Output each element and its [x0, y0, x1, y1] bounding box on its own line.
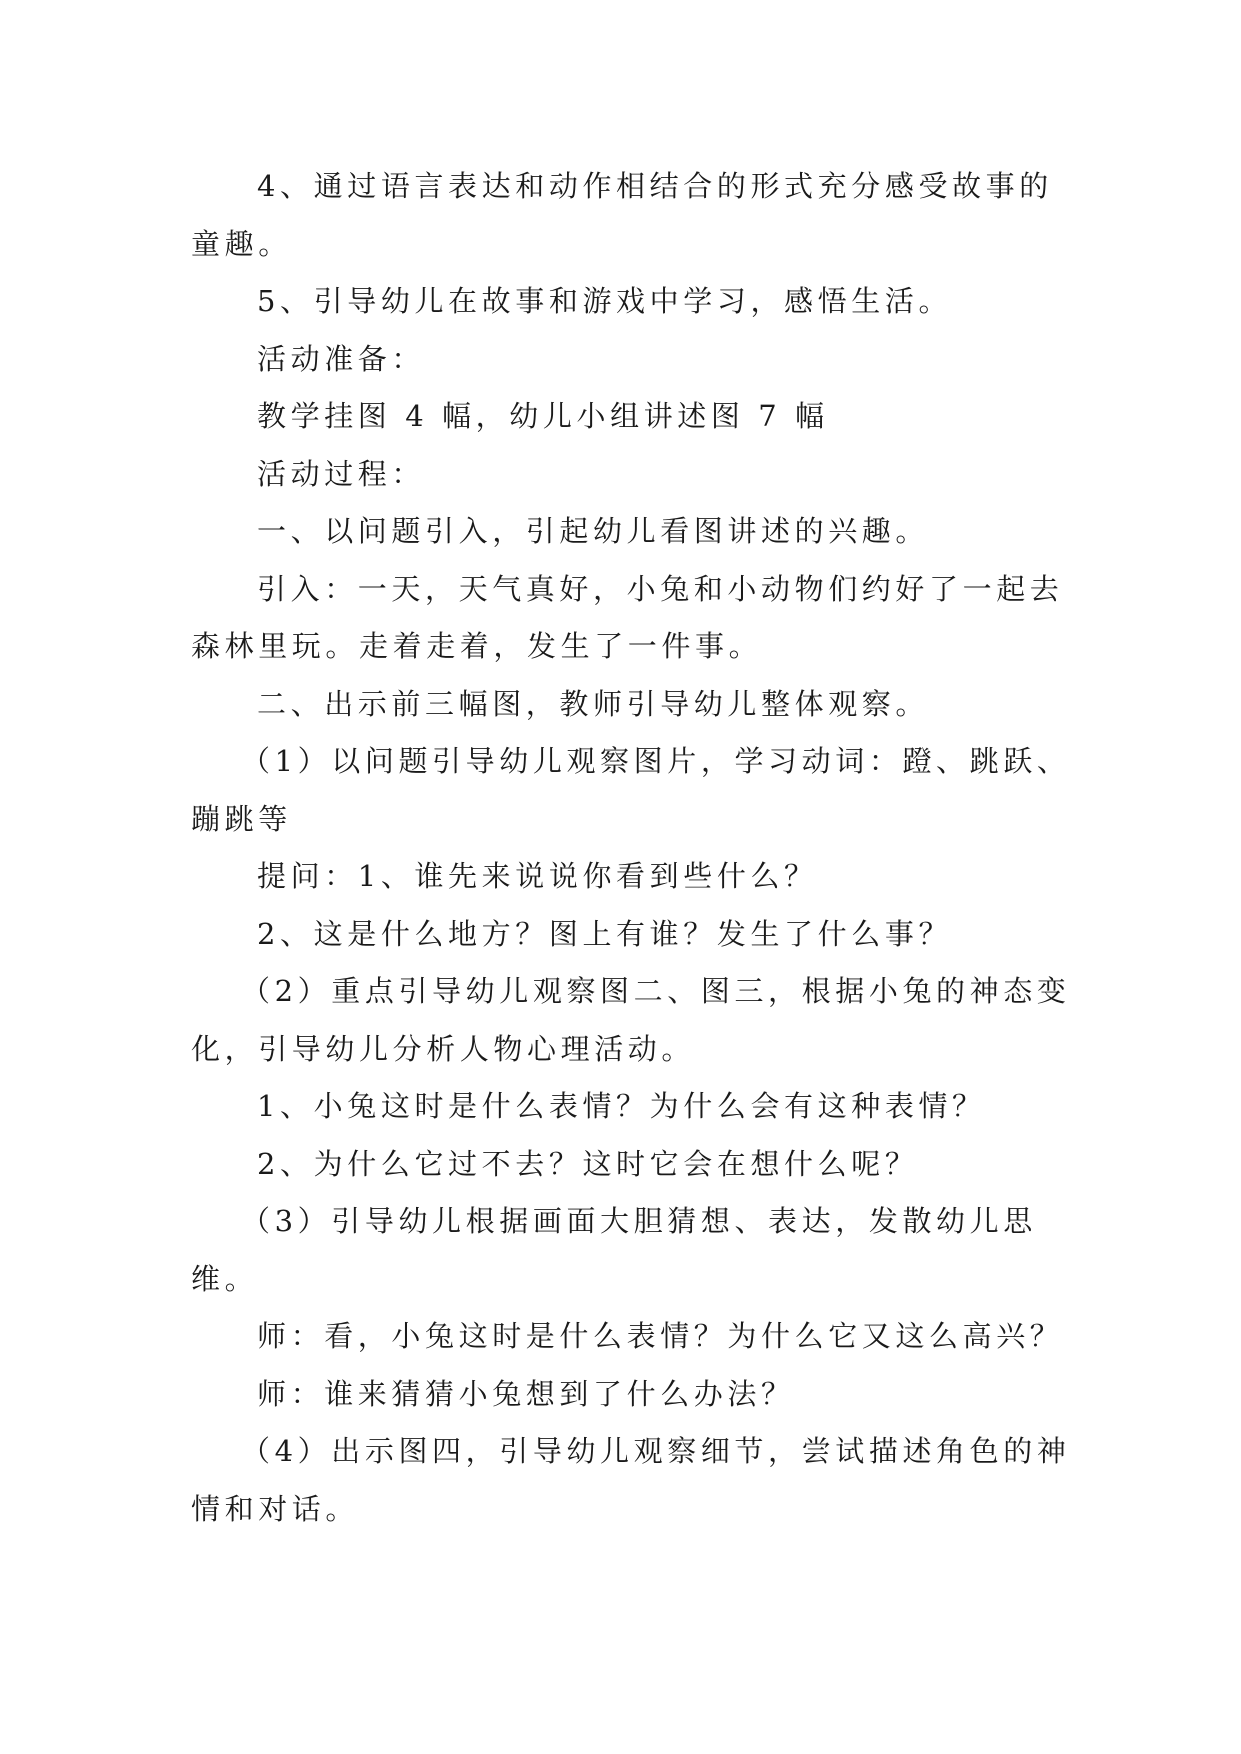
- paragraph-substep-2: （2）重点引导幼儿观察图二、图三，根据小兔的神态变化，引导幼儿分析人物心理活动。: [191, 974, 1071, 1066]
- paragraph-substep-4: （4）出示图四，引导幼儿观察细节，尝试描述角色的神情和对话。: [191, 1434, 1071, 1526]
- paragraph-goal-5: 5、引导幼儿在故事和游戏中学习，感悟生活。: [257, 284, 953, 318]
- heading-preparation: 活动准备：: [257, 341, 426, 376]
- paragraph-question-3: 1、小兔这时是什么表情？为什么会有这种表情？: [257, 1089, 986, 1123]
- paragraph-substep-1: （1）以问题引导幼儿观察图片，学习动词：蹬、跳跃、蹦跳等: [191, 744, 1071, 836]
- paragraph-goal-4: 4、通过语言表达和动作相结合的形式充分感受故事的童趣。: [191, 169, 1053, 261]
- paragraph-question-4: 2、为什么它过不去？这时它会在想什么呢？: [257, 1146, 919, 1181]
- paragraph-teacher-line-1: 师：看，小兔这时是什么表情？为什么它又这么高兴？: [257, 1319, 1064, 1353]
- paragraph-step-1: 一、以问题引入，引起幼儿看图讲述的兴趣。: [257, 514, 930, 548]
- paragraph-materials: 教学挂图 4 幅，幼儿小组讲述图 7 幅: [257, 399, 829, 433]
- document-body: [191, 158, 1071, 1538]
- paragraph-step-2: 二、出示前三幅图，教师引导幼儿整体观察。: [257, 686, 930, 721]
- paragraph-question-2: 2、这是什么地方？图上有谁？发生了什么事？: [257, 916, 953, 951]
- paragraph-substep-3: （3）引导幼儿根据画面大胆猜想、表达，发散幼儿思维。: [191, 1204, 1037, 1296]
- paragraph-introduction: 引入：一天，天气真好，小兔和小动物们约好了一起去森林里玩。走着走着，发生了一件事。: [191, 571, 1064, 663]
- paragraph-question-1: 提问：1、谁先来说说你看到些什么？: [257, 859, 818, 893]
- paragraph-teacher-line-2: 师：谁来猜猜小兔想到了什么办法？: [257, 1376, 795, 1411]
- heading-process: 活动过程：: [257, 456, 426, 491]
